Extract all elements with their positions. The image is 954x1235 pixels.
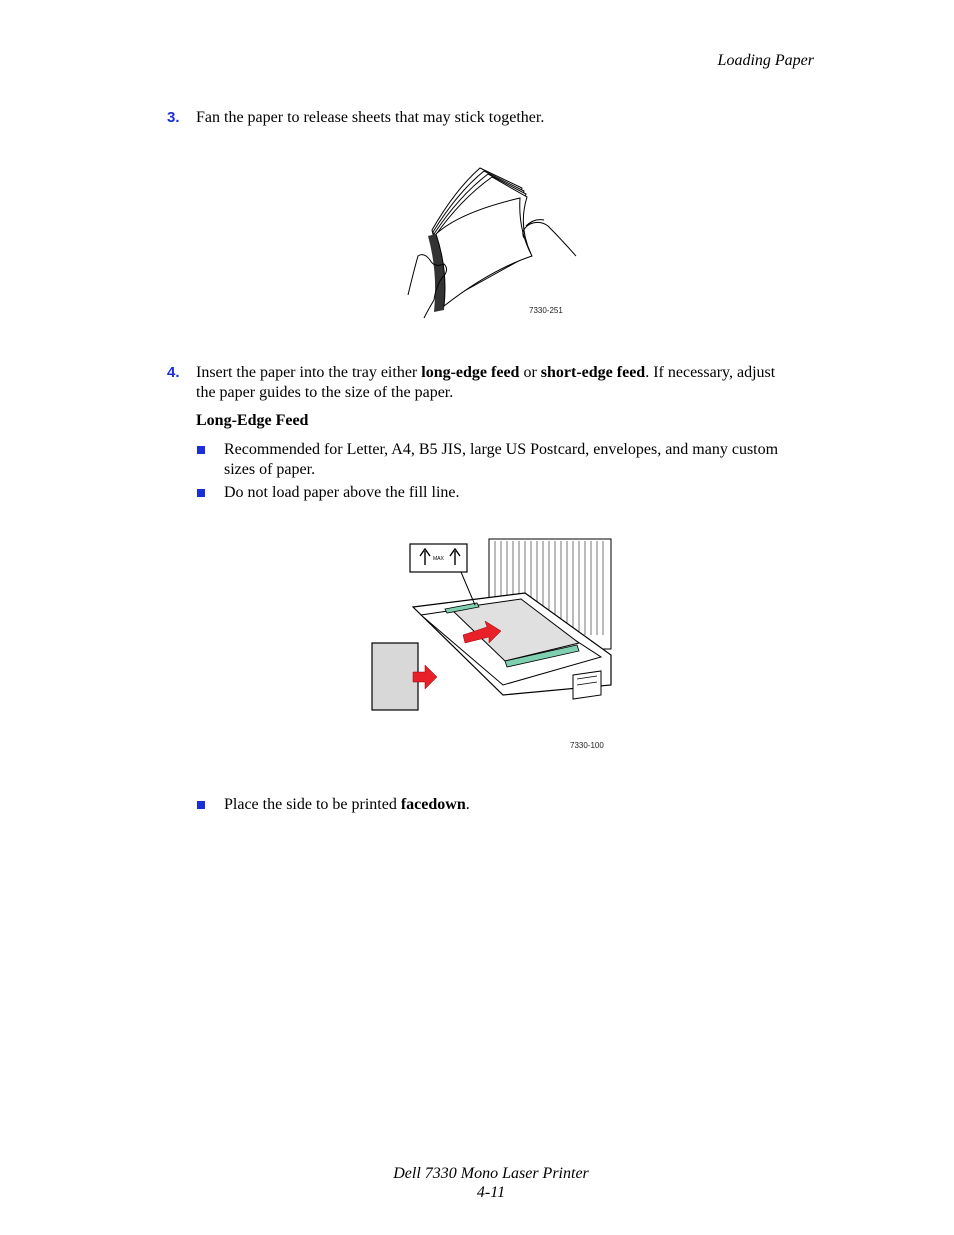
section-heading: Long-Edge Feed bbox=[196, 412, 309, 429]
fan-paper-figure bbox=[400, 160, 590, 325]
max-label: MAX bbox=[433, 556, 444, 562]
bullet-icon bbox=[197, 446, 205, 454]
bullet-line: . bbox=[465, 796, 470, 813]
long-edge-feed-figure bbox=[365, 535, 615, 755]
figure-caption: 7330-251 bbox=[529, 306, 563, 315]
bullet-line: Recommended for Letter, A4, B5 JIS, large US Postcard, envelopes, and many custom bbox=[224, 441, 779, 458]
tray-illustration bbox=[365, 535, 615, 755]
step-text-part: or bbox=[519, 364, 541, 381]
bullet-text: Do not load paper above the fill line. bbox=[224, 484, 460, 501]
running-header: Loading Paper bbox=[717, 52, 814, 69]
step-emphasis: short-edge feed bbox=[540, 364, 646, 381]
bullet-text bbox=[224, 795, 834, 815]
step-text-part: . If necessary, adjust bbox=[645, 364, 776, 381]
figure-caption: 7330-100 bbox=[570, 741, 604, 750]
footer-product: Dell 7330 Mono Laser Printer bbox=[393, 1165, 589, 1182]
step-text-part: Insert the paper into the tray either bbox=[196, 364, 422, 381]
bullet-line: Place the side to be printed bbox=[224, 796, 401, 813]
step-text: Fan the paper to release sheets that may stick together. bbox=[196, 109, 545, 126]
step-number: 3. bbox=[167, 109, 180, 126]
step-text bbox=[196, 363, 826, 403]
footer-page-number: 4-11 bbox=[476, 1184, 506, 1201]
bullet-icon bbox=[197, 489, 205, 497]
step-number: 4. bbox=[167, 364, 180, 381]
bullet-text bbox=[224, 440, 834, 480]
bullet-icon bbox=[197, 801, 205, 809]
step-text-part: the paper guides to the size of the paper. bbox=[196, 384, 454, 401]
step-emphasis: long-edge feed bbox=[421, 364, 520, 381]
bullet-emphasis: facedown bbox=[400, 796, 466, 813]
fan-paper-illustration bbox=[400, 160, 590, 325]
bullet-line: sizes of paper. bbox=[224, 461, 316, 478]
